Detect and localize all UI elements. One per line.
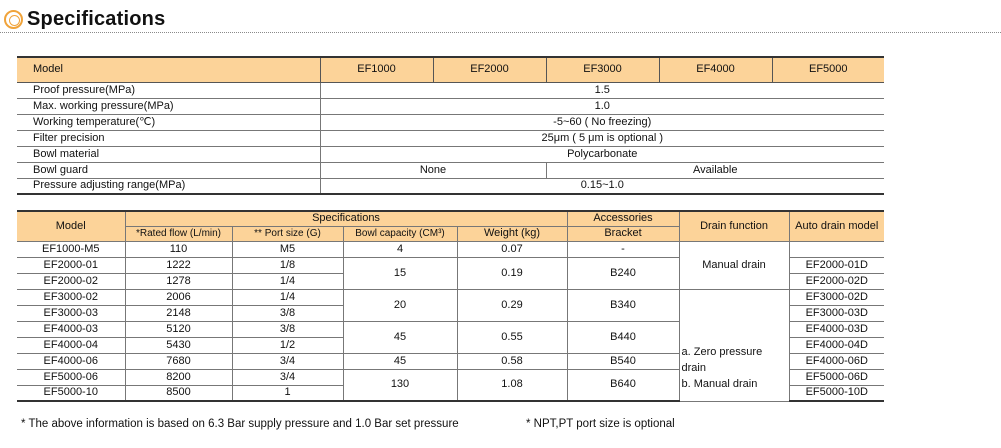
cell-port: 1/2 xyxy=(232,337,343,353)
proof-pressure-value: 1.5 xyxy=(320,82,884,98)
cell-flow: 110 xyxy=(125,241,232,257)
cell-model: EF4000-06 xyxy=(17,353,125,369)
cell-port: M5 xyxy=(232,241,343,257)
cell-auto: EF4000-04D xyxy=(789,337,884,353)
cell-model: EF2000-01 xyxy=(17,257,125,273)
cell-drain-options xyxy=(679,289,789,401)
cell-auto: EF5000-06D xyxy=(789,369,884,385)
cell-auto: EF2000-02D xyxy=(789,273,884,289)
cell-model: EF5000-06 xyxy=(17,369,125,385)
col-bowl-capacity: Bowl capacity (CM³) xyxy=(343,226,457,241)
cell-auto: EF4000-06D xyxy=(789,353,884,369)
cell-model: EF3000-02 xyxy=(17,289,125,305)
col-auto-drain: Auto drain model xyxy=(789,211,884,241)
cell-weight: 0.19 xyxy=(457,257,567,289)
pressure-range-value: 0.15~1.0 xyxy=(320,178,884,194)
cell-bowl: 45 xyxy=(343,353,457,369)
working-temp-row xyxy=(17,114,884,130)
cell-drain-manual: Manual drain xyxy=(679,241,789,289)
page-title: Specifications xyxy=(27,7,166,30)
cell-flow: 2006 xyxy=(125,289,232,305)
model-col-ef4000: EF4000 xyxy=(659,57,772,82)
max-pressure-label: Max. working pressure(MPa) xyxy=(17,98,320,114)
circle-bullet-icon xyxy=(4,10,23,29)
cell-bracket: B640 xyxy=(567,369,679,401)
working-temp-label: Working temperature(℃) xyxy=(17,114,320,130)
pressure-range-row xyxy=(17,178,884,194)
cell-model: EF1000-M5 xyxy=(17,241,125,257)
cell-bowl: 4 xyxy=(343,241,457,257)
section-header xyxy=(4,6,165,32)
cell-model: EF3000-03 xyxy=(17,305,125,321)
pressure-range-label: Pressure adjusting range(MPa) xyxy=(17,178,320,194)
bowl-guard-row xyxy=(17,162,884,178)
spec-header-row xyxy=(17,57,884,82)
cell-flow: 5430 xyxy=(125,337,232,353)
model-col-ef3000: EF3000 xyxy=(546,57,659,82)
cell-port: 3/4 xyxy=(232,353,343,369)
model-label: Model xyxy=(17,57,320,82)
cell-flow: 2148 xyxy=(125,305,232,321)
bowl-material-value: Polycarbonate xyxy=(320,146,884,162)
col-model: Model xyxy=(17,211,125,241)
cell-bracket: B240 xyxy=(567,257,679,289)
cell-port: 3/8 xyxy=(232,305,343,321)
cell-flow: 1278 xyxy=(125,273,232,289)
cell-flow: 8500 xyxy=(125,385,232,401)
col-bracket: Bracket xyxy=(567,226,679,241)
cell-bowl: 15 xyxy=(343,257,457,289)
cell-weight: 1.08 xyxy=(457,369,567,401)
cell-weight: 0.07 xyxy=(457,241,567,257)
cell-model: EF4000-03 xyxy=(17,321,125,337)
col-weight: Weight (kg) xyxy=(457,226,567,241)
model-col-ef5000: EF5000 xyxy=(772,57,884,82)
cell-bowl: 45 xyxy=(343,321,457,353)
col-port-size: ** Port size (G) xyxy=(232,226,343,241)
cell-auto: EF4000-03D xyxy=(789,321,884,337)
bowl-guard-label: Bowl guard xyxy=(17,162,320,178)
model-col-ef2000: EF2000 xyxy=(433,57,546,82)
footnote-pressure: * The above information is based on 6.3 Bar supply pressure and 1.0 Bar set pressure xyxy=(21,418,459,430)
drain-zero-pressure: a. Zero pressure drain xyxy=(681,346,763,374)
footnote-port-size: * NPT,PT port size is optional xyxy=(526,418,675,430)
bowl-material-label: Bowl material xyxy=(17,146,320,162)
cell-port: 1 xyxy=(232,385,343,401)
cell-bracket: B340 xyxy=(567,289,679,321)
model-col-ef1000: EF1000 xyxy=(320,57,433,82)
model-table-header-row xyxy=(17,211,884,226)
cell-auto: EF3000-02D xyxy=(789,289,884,305)
cell-auto: EF2000-01D xyxy=(789,257,884,273)
cell-auto xyxy=(789,241,884,257)
proof-pressure-row xyxy=(17,82,884,98)
cell-weight: 0.29 xyxy=(457,289,567,321)
spec-table xyxy=(17,56,884,195)
filter-precision-row xyxy=(17,130,884,146)
cell-port: 1/8 xyxy=(232,257,343,273)
cell-model: EF4000-04 xyxy=(17,337,125,353)
cell-bracket: B540 xyxy=(567,353,679,369)
bowl-guard-available: Available xyxy=(546,162,884,178)
cell-flow: 5120 xyxy=(125,321,232,337)
bowl-guard-none: None xyxy=(320,162,546,178)
cell-model: EF2000-02 xyxy=(17,273,125,289)
cell-auto: EF5000-10D xyxy=(789,385,884,401)
cell-weight: 0.58 xyxy=(457,353,567,369)
cell-port: 1/4 xyxy=(232,273,343,289)
cell-flow: 7680 xyxy=(125,353,232,369)
cell-port: 3/8 xyxy=(232,321,343,337)
cell-weight: 0.55 xyxy=(457,321,567,353)
cell-bracket: - xyxy=(567,241,679,257)
cell-model: EF5000-10 xyxy=(17,385,125,401)
col-drain-function: Drain function xyxy=(679,211,789,241)
cell-bowl: 130 xyxy=(343,369,457,401)
cell-flow: 8200 xyxy=(125,369,232,385)
proof-pressure-label: Proof pressure(MPa) xyxy=(17,82,320,98)
table-row xyxy=(17,289,884,305)
max-pressure-row xyxy=(17,98,884,114)
col-rated-flow: *Rated flow (L/min) xyxy=(125,226,232,241)
dotted-divider xyxy=(0,32,1001,33)
filter-precision-value: 25μm ( 5 μm is optional ) xyxy=(320,130,884,146)
working-temp-value: -5~60 ( No freezing) xyxy=(320,114,884,130)
max-pressure-value: 1.0 xyxy=(320,98,884,114)
model-table xyxy=(17,210,884,402)
cell-bowl: 20 xyxy=(343,289,457,321)
cell-port: 3/4 xyxy=(232,369,343,385)
filter-precision-label: Filter precision xyxy=(17,130,320,146)
bowl-material-row xyxy=(17,146,884,162)
cell-flow: 1222 xyxy=(125,257,232,273)
table-row xyxy=(17,241,884,257)
cell-bracket: B440 xyxy=(567,321,679,353)
cell-port: 1/4 xyxy=(232,289,343,305)
cell-auto: EF3000-03D xyxy=(789,305,884,321)
drain-manual-b: b. Manual drain xyxy=(681,377,758,390)
col-accessories: Accessories xyxy=(567,211,679,226)
col-specifications: Specifications xyxy=(125,211,567,226)
